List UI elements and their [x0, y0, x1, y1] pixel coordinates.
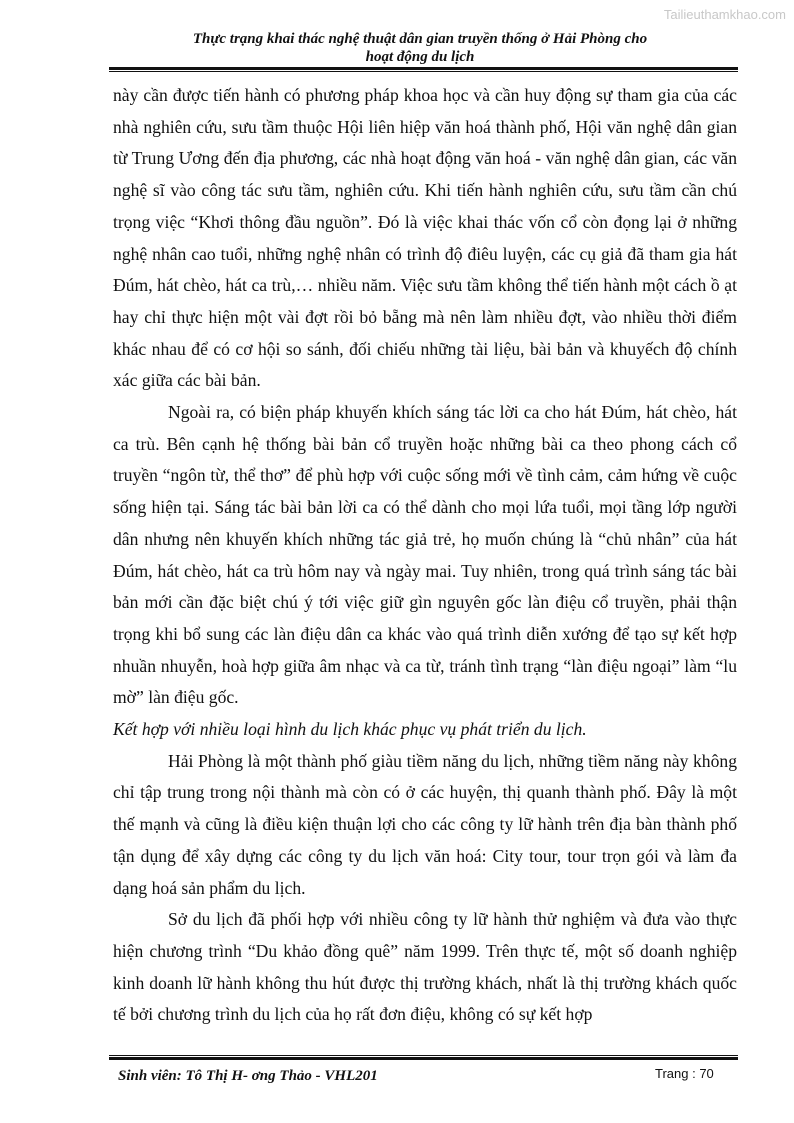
header-line-2: hoạt động du lịch — [365, 49, 475, 65]
footer-author: Sinh viên: Tô Thị H- ơng Thảo - VHL201 — [118, 1068, 378, 1084]
paragraph: Hải Phòng là một thành phố giàu tiềm năng du lịch, những tiềm năng này không chỉ tập trung trong nội thành mà còn có ở các huyện, thị quanh thành phố. Đây là một thế mạnh và cũng là điều kiện thuận lợi cho các công ty lữ hành trên địa bàn thành phố tận dụng để xây dựng các công ty du lịch văn hoá: City tour, tour trọn gói và làm đa dạng hoá sản phẩm du lịch. — [113, 750, 737, 898]
page-body — [113, 80, 737, 1031]
running-header — [110, 30, 730, 66]
paragraph: Ngoài ra, có biện pháp khuyến khích sáng tác lời ca cho hát Đúm, hát chèo, hát ca trù. Bên cạnh hệ thống bài bản cổ truyền hoặc những bài ca theo phong cách cổ truyền “ngôn từ, thể thơ” để phù hợp với cuộc sống mới về tình cảm, cảm hứng về cuộc sống hiện tại. Sáng tác bài bản lời ca có thể dành cho mọi lứa tuổi, mọi tầng lớp người dân nhưng nên khuyến khích những tác giả trẻ, họ muốn chúng là “chủ nhân” của hát Đúm, hát chèo, hát ca trù hôm nay và ngày mai. Tuy nhiên, trong quá trình sáng tác bài bản mới cần đặc biệt chú ý tới việc giữ gìn nguyên gốc làn điệu cổ truyền, phải thận trọng khi bổ sung các làn điệu dân ca khác vào quá trình diễn xướng để tạo sự kết hợp nhuần nhuyễn, hoà hợp giữa âm nhạc và ca từ, tránh tình trạng “làn điệu ngoại” làm “lu mờ” làn điệu gốc. — [113, 402, 737, 708]
watermark-text: Tailieuthamkhao.com — [663, 7, 786, 22]
paragraph-continuation: này cần được tiến hành có phương pháp khoa học và cần huy động sự tham gia của các nhà nghiên cứu, sưu tầm thuộc Hội liên hiệp văn hoá thành phố, Hội văn nghệ dân gian từ Trung Ương đến địa phương, các nhà hoạt động văn hoá - văn nghệ dân gian, các văn nghệ sĩ vào công tác sưu tầm, nghiên cứu. Khi tiến hành nghiên cứu, sưu tầm cần chú trọng việc “Khơi thông đầu nguồn”. Đó là việc khai thác vốn cổ còn đọng lại ở những nghệ nhân cao tuổi, những nghệ nhân có trình độ điêu luyện, các cụ giả đã tham gia hát Đúm, hát chèo, hát ca trù,… nhiều năm. Việc sưu tầm không thể tiến hành một cách ồ ạt hay chỉ thực hiện một vài đợt rồi bỏ bẵng mà nên làm nhiều đợt, vào nhiều thời điểm khác nhau để có cơ hội so sánh, đối chiếu những tài liệu, bài bản và khuyếch độ chính xác giữa các bài bản. — [113, 85, 737, 391]
header-rule — [109, 67, 738, 72]
paragraph: Sở du lịch đã phối hợp với nhiều công ty lữ hành thử nghiệm và đưa vào thực hiện chương trình “Du khảo đồng quê” năm 1999. Trên thực tế, một số doanh nghiệp kinh doanh lữ hành không thu hút được thị trường khách, nhất là thị trường khách quốc tế bởi chương trình du lịch của họ rất đơn điệu, không có sự kết hợp — [113, 909, 737, 1025]
page-number: Trang : 70 — [655, 1066, 714, 1081]
footer-rule — [109, 1055, 738, 1060]
section-subheading: Kết hợp với nhiều loại hình du lịch khác phục vụ phát triển du lịch. — [113, 719, 587, 740]
header-line-1: Thực trạng khai thác nghệ thuật dân gian truyền thống ở Hải Phòng cho — [192, 31, 648, 47]
